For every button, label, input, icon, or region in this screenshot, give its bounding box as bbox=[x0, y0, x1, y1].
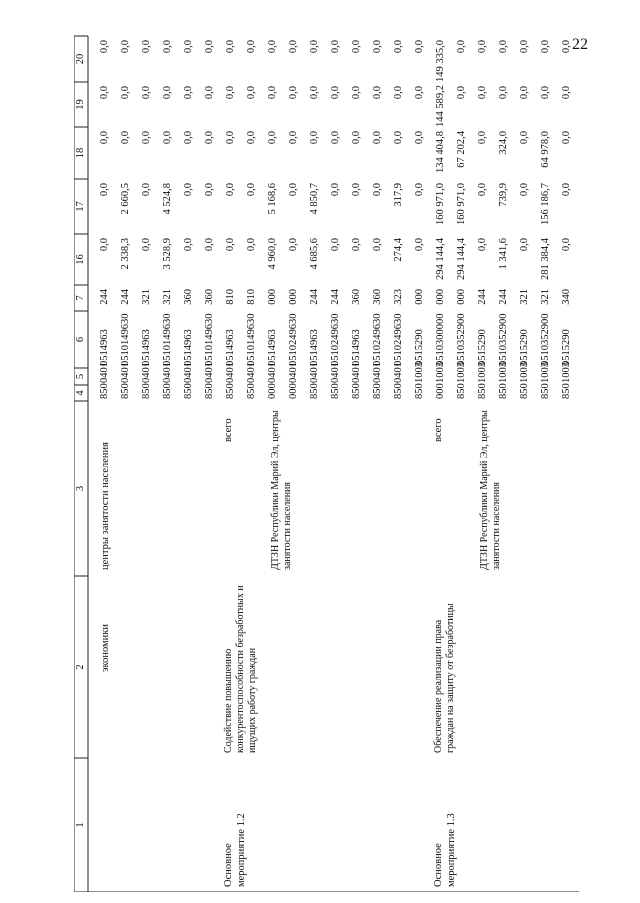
table-cell: 0,0 bbox=[225, 131, 236, 145]
table-cell: 149 335,0 bbox=[435, 40, 446, 82]
table-cell: 294 144,4 bbox=[435, 238, 446, 280]
column-header: 6 bbox=[75, 336, 86, 343]
table-cell: 000 bbox=[288, 383, 299, 399]
table-cell: 0,0 bbox=[330, 40, 341, 54]
table-cell: 4 524,8 bbox=[162, 183, 173, 215]
table-cell: 0,0 bbox=[351, 131, 362, 145]
table-cell: 0,0 bbox=[267, 40, 278, 54]
table-cell: 850 bbox=[162, 383, 173, 399]
table-cell: 0,0 bbox=[141, 131, 152, 145]
table-cell: 0,0 bbox=[414, 238, 425, 252]
table-cell: 1 341,6 bbox=[498, 238, 509, 270]
table-cell: 1003 bbox=[519, 362, 530, 383]
table-cell: 0,0 bbox=[477, 131, 488, 145]
table-cell: 0,0 bbox=[162, 40, 173, 54]
table-cell: 0,0 bbox=[204, 40, 215, 54]
table-cell: 0401 bbox=[330, 362, 341, 383]
table-cell: 0,0 bbox=[99, 238, 110, 252]
table-cell: 321 bbox=[540, 289, 551, 305]
table-cell: 850 bbox=[519, 383, 530, 399]
page-number: 22 bbox=[572, 36, 588, 53]
table-cell: 0,0 bbox=[498, 86, 509, 100]
table-cell: 0,0 bbox=[372, 131, 383, 145]
table-cell: 0510352900 bbox=[540, 313, 551, 366]
table-cell: 244 bbox=[309, 289, 320, 305]
measure-label-13: мероприятие 1.3 bbox=[446, 813, 457, 887]
table-cell: 0,0 bbox=[414, 131, 425, 145]
table-cell: 1003 bbox=[540, 362, 551, 383]
table-cell: 0,0 bbox=[561, 183, 572, 197]
table-cell: 0,0 bbox=[519, 86, 530, 100]
table-cell: 0,0 bbox=[540, 86, 551, 100]
table-cell: 0510300000 bbox=[435, 313, 446, 366]
table-cell: 0514963 bbox=[267, 329, 278, 366]
table-cell: 5 168,6 bbox=[267, 183, 278, 215]
table-cell: 0,0 bbox=[225, 40, 236, 54]
table-cell: 144 589,2 bbox=[435, 85, 446, 127]
column-header: 3 bbox=[75, 485, 86, 492]
table-cell: 0514963 bbox=[309, 329, 320, 366]
table-cell: 0,0 bbox=[393, 86, 404, 100]
table-cell: 0401 bbox=[225, 362, 236, 383]
table-cell: 0401 bbox=[309, 362, 320, 383]
table-cell: 0401 bbox=[246, 362, 257, 383]
table-cell: 850 bbox=[498, 383, 509, 399]
table-cell: 850 bbox=[351, 383, 362, 399]
table-cell: 0,0 bbox=[561, 86, 572, 100]
table-cell: 0510352900 bbox=[456, 313, 467, 366]
table-cell: 0515290 bbox=[519, 329, 530, 366]
table-cell: 0,0 bbox=[183, 40, 194, 54]
table-cell: 0401 bbox=[141, 362, 152, 383]
table-cell: 0,0 bbox=[393, 40, 404, 54]
table-cell: 850 bbox=[99, 383, 110, 399]
table-cell: 0514963 bbox=[99, 329, 110, 366]
table-cell: 0514963 bbox=[225, 329, 236, 366]
table-cell: 0,0 bbox=[120, 86, 131, 100]
column-header: 1 bbox=[75, 822, 86, 828]
table-cell: 0,0 bbox=[288, 131, 299, 145]
table-cell: 0,0 bbox=[267, 131, 278, 145]
table-cell: 0,0 bbox=[288, 86, 299, 100]
table-cell: 0,0 bbox=[330, 183, 341, 197]
table-cell: 0,0 bbox=[204, 86, 215, 100]
table-cell: 0,0 bbox=[330, 131, 341, 145]
employment-centers-label-1: центры занятости населения bbox=[100, 442, 111, 570]
table-cell: 0515290 bbox=[414, 329, 425, 366]
dtzn-label-12: ДТЗН Республики Марий Эл, центры занятости населения bbox=[270, 410, 293, 570]
table-cell: 0,0 bbox=[372, 183, 383, 197]
table-cell: 0,0 bbox=[288, 40, 299, 54]
table-cell: 0,0 bbox=[309, 131, 320, 145]
table-cell: 321 bbox=[519, 289, 530, 305]
table-cell: 1003 bbox=[498, 362, 509, 383]
table-cell: 2 338,3 bbox=[120, 238, 131, 270]
table-cell: 0,0 bbox=[183, 238, 194, 252]
table-cell: 0510149630 bbox=[246, 313, 257, 366]
table-cell: 281 384,4 bbox=[540, 238, 551, 280]
table-cell: 0,0 bbox=[183, 86, 194, 100]
table-cell: 850 bbox=[414, 383, 425, 399]
table-cell: 0,0 bbox=[225, 238, 236, 252]
table-cell: 0,0 bbox=[99, 86, 110, 100]
table-cell: 850 bbox=[372, 383, 383, 399]
table-cell: 0,0 bbox=[351, 86, 362, 100]
table-cell: 0,0 bbox=[414, 183, 425, 197]
table-cell: 0,0 bbox=[372, 40, 383, 54]
measure-description-12: Содействие повышению конкурентоспособности безработных и ищущих работу граждан bbox=[223, 585, 258, 753]
table-cell: 0,0 bbox=[99, 131, 110, 145]
table-cell: 3 528,9 bbox=[162, 238, 173, 270]
table-cell: 0401 bbox=[288, 362, 299, 383]
table-cell: 000 bbox=[456, 289, 467, 305]
table-cell: 156 186,7 bbox=[540, 183, 551, 225]
table-cell: 1003 bbox=[456, 362, 467, 383]
table-cell: 0401 bbox=[99, 362, 110, 383]
table-cell: 0,0 bbox=[162, 86, 173, 100]
column-header: 17 bbox=[75, 201, 86, 212]
table-cell: 0,0 bbox=[330, 86, 341, 100]
table-cell: 64 978,0 bbox=[540, 131, 551, 168]
table-cell: 0,0 bbox=[414, 40, 425, 54]
total-label-13: всего bbox=[433, 418, 444, 442]
table-cell: 0510149630 bbox=[120, 313, 131, 366]
table-cell: 1003 bbox=[414, 362, 425, 383]
table-cell: 0,0 bbox=[414, 86, 425, 100]
table-cell: 850 bbox=[477, 383, 488, 399]
table-cell: 1003 bbox=[435, 362, 446, 383]
table-cell: 0,0 bbox=[561, 131, 572, 145]
table-cell: 0,0 bbox=[246, 86, 257, 100]
table-cell: 0,0 bbox=[561, 40, 572, 54]
table-cell: 0,0 bbox=[204, 131, 215, 145]
column-header: 7 bbox=[75, 295, 86, 301]
table-cell: 0,0 bbox=[330, 238, 341, 252]
table-cell: 0510249630 bbox=[393, 313, 404, 366]
table-cell: 0,0 bbox=[519, 131, 530, 145]
table-cell: 0,0 bbox=[141, 86, 152, 100]
table-cell: 244 bbox=[330, 289, 341, 305]
table-cell: 0,0 bbox=[141, 40, 152, 54]
table-cell: 850 bbox=[204, 383, 215, 399]
column-header: 19 bbox=[75, 99, 86, 110]
table-cell: 850 bbox=[141, 383, 152, 399]
table-cell: 0,0 bbox=[183, 131, 194, 145]
table-cell: 0,0 bbox=[225, 183, 236, 197]
table-cell: 324,0 bbox=[498, 131, 509, 155]
table-cell: 850 bbox=[309, 383, 320, 399]
table-cell: 1003 bbox=[561, 362, 572, 383]
measure-label-12: мероприятие 1.2 bbox=[236, 813, 247, 887]
table-cell: 0,0 bbox=[540, 40, 551, 54]
table-cell: 0510149630 bbox=[162, 313, 173, 366]
table-cell: 160 971,0 bbox=[435, 183, 446, 225]
table-cell: 0,0 bbox=[225, 86, 236, 100]
table-cell: 360 bbox=[204, 289, 215, 305]
table-cell: 0510352900 bbox=[498, 313, 509, 366]
table-cell: 321 bbox=[141, 289, 152, 305]
dtzn-label-13: ДТЗН Республики Марий Эл, центры занятости населения bbox=[479, 410, 502, 570]
table-cell: 0,0 bbox=[204, 183, 215, 197]
column-header: 18 bbox=[75, 147, 86, 159]
table-cell: 0,0 bbox=[162, 131, 173, 145]
main-event-label-13: Основное bbox=[433, 843, 444, 887]
table-cell: 0,0 bbox=[498, 40, 509, 54]
table-cell: 0514963 bbox=[351, 329, 362, 366]
table-cell: 0510249630 bbox=[330, 313, 341, 366]
table-cell: 1003 bbox=[477, 362, 488, 383]
table-cell: 0,0 bbox=[141, 238, 152, 252]
table-cell: 000 bbox=[435, 383, 446, 399]
budget-table bbox=[74, 32, 584, 892]
table-cell: 0,0 bbox=[288, 238, 299, 252]
table-cell: 2 660,5 bbox=[120, 183, 131, 215]
table-cell: 0,0 bbox=[309, 40, 320, 54]
row-label-economics: экономики bbox=[100, 624, 111, 672]
table-cell: 0401 bbox=[162, 362, 173, 383]
table-cell: 0,0 bbox=[141, 183, 152, 197]
table-cell: 0515290 bbox=[561, 329, 572, 366]
table-cell: 0,0 bbox=[99, 183, 110, 197]
table-cell: 0,0 bbox=[204, 238, 215, 252]
table-cell: 0401 bbox=[204, 362, 215, 383]
table-cell: 0,0 bbox=[267, 86, 278, 100]
table-cell: 4 850,7 bbox=[309, 183, 320, 215]
table-cell: 850 bbox=[120, 383, 131, 399]
table-cell: 244 bbox=[99, 289, 110, 305]
table-cell: 244 bbox=[477, 289, 488, 305]
table-cell: 323 bbox=[393, 289, 404, 305]
table-cell: 294 144,4 bbox=[456, 238, 467, 280]
table-cell: 321 bbox=[162, 289, 173, 305]
table-cell: 0,0 bbox=[288, 183, 299, 197]
table-cell: 0,0 bbox=[477, 40, 488, 54]
table-cell: 360 bbox=[183, 289, 194, 305]
table-cell: 850 bbox=[183, 383, 194, 399]
table-cell: 850 bbox=[393, 383, 404, 399]
table-cell: 4 960,0 bbox=[267, 238, 278, 270]
table-cell: 0,0 bbox=[519, 183, 530, 197]
table-cell: 0,0 bbox=[246, 238, 257, 252]
table-cell: 850 bbox=[456, 383, 467, 399]
table-cell: 360 bbox=[351, 289, 362, 305]
table-cell: 000 bbox=[435, 289, 446, 305]
table-cell: 0401 bbox=[372, 362, 383, 383]
table-cell: 0510149630 bbox=[204, 313, 215, 366]
column-header: 2 bbox=[75, 664, 86, 670]
table-cell: 0401 bbox=[120, 362, 131, 383]
table-cell: 0,0 bbox=[246, 131, 257, 145]
column-header: 16 bbox=[75, 254, 86, 265]
table-cell: 0510249630 bbox=[372, 313, 383, 366]
column-header: 5 bbox=[75, 373, 86, 380]
table-cell: 0,0 bbox=[519, 238, 530, 252]
table-cell: 0401 bbox=[393, 362, 404, 383]
table-cell: 0,0 bbox=[372, 86, 383, 100]
table-cell: 0,0 bbox=[183, 183, 194, 197]
table-cell: 850 bbox=[246, 383, 257, 399]
table-cell: 000 bbox=[288, 289, 299, 305]
table-cell: 244 bbox=[498, 289, 509, 305]
measure-description-13: Обеспечение реализации права граждан на защиту от безработицы bbox=[433, 603, 456, 753]
table-cell: 000 bbox=[414, 289, 425, 305]
table-cell: 0401 bbox=[351, 362, 362, 383]
table-cell: 810 bbox=[246, 289, 257, 305]
table-cell: 000 bbox=[267, 289, 278, 305]
main-event-label-12: Основное bbox=[223, 843, 234, 887]
table-cell: 0401 bbox=[267, 362, 278, 383]
table-cell: 0514963 bbox=[141, 329, 152, 366]
table-cell: 0,0 bbox=[477, 183, 488, 197]
table-cell: 340 bbox=[561, 289, 572, 305]
table-cell: 000 bbox=[267, 383, 278, 399]
table-cell: 0,0 bbox=[393, 131, 404, 145]
table-cell: 0,0 bbox=[351, 183, 362, 197]
column-header: 4 bbox=[75, 390, 86, 396]
table-cell: 0,0 bbox=[246, 40, 257, 54]
table-cell: 317,9 bbox=[393, 183, 404, 207]
table-cell: 850 bbox=[540, 383, 551, 399]
table-cell: 0514963 bbox=[183, 329, 194, 366]
table-cell: 0,0 bbox=[351, 40, 362, 54]
table-cell: 739,9 bbox=[498, 183, 509, 207]
table-cell: 4 685,6 bbox=[309, 238, 320, 270]
table-cell: 850 bbox=[225, 383, 236, 399]
table-cell: 810 bbox=[225, 289, 236, 305]
table-cell: 0,0 bbox=[351, 238, 362, 252]
table-cell: 160 971,0 bbox=[456, 183, 467, 225]
table-cell: 850 bbox=[561, 383, 572, 399]
table-cell: 0,0 bbox=[120, 131, 131, 145]
table-cell: 0,0 bbox=[99, 40, 110, 54]
table-cell: 0,0 bbox=[456, 86, 467, 100]
table-cell: 0,0 bbox=[519, 40, 530, 54]
table-cell: 0515290 bbox=[477, 329, 488, 366]
table-cell: 0,0 bbox=[561, 238, 572, 252]
table-cell: 67 202,4 bbox=[456, 131, 467, 168]
table-cell: 0,0 bbox=[246, 183, 257, 197]
table-cell: 134 404,8 bbox=[435, 131, 446, 173]
column-header: 20 bbox=[75, 53, 86, 65]
table-cell: 0,0 bbox=[309, 86, 320, 100]
table-cell: 360 bbox=[372, 289, 383, 305]
table-cell: 244 bbox=[120, 289, 131, 305]
table-cell: 0,0 bbox=[120, 40, 131, 54]
table-cell: 0,0 bbox=[372, 238, 383, 252]
table-cell: 274,4 bbox=[393, 238, 404, 262]
table-cell: 0510249630 bbox=[288, 313, 299, 366]
table-cell: 0,0 bbox=[477, 238, 488, 252]
table-cell: 0,0 bbox=[456, 40, 467, 54]
table-cell: 0401 bbox=[183, 362, 194, 383]
total-label-12: всего bbox=[223, 418, 234, 442]
table-cell: 0,0 bbox=[477, 86, 488, 100]
table-cell: 850 bbox=[330, 383, 341, 399]
